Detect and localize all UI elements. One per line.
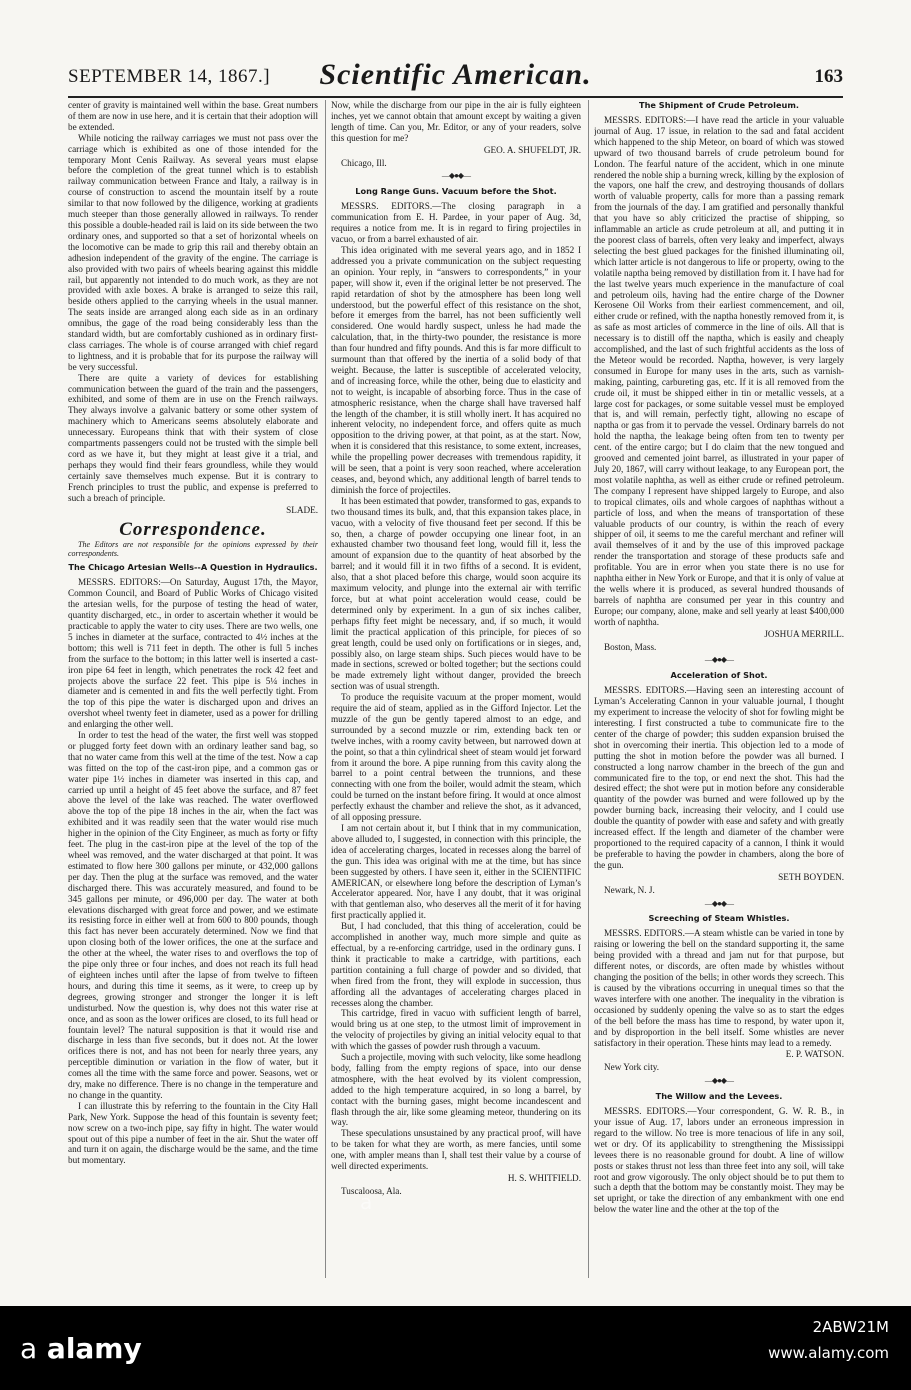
- ornament-divider: —◆●◆—: [704, 1076, 734, 1086]
- article-heading: The Chicago Artesian Wells--A Question in Hydraulics.: [68, 562, 318, 573]
- signature: SETH BOYDEN.: [778, 871, 844, 882]
- signature: H. S. WHITFIELD.: [507, 1173, 581, 1183]
- paragraph: I can illustrate this by referring to the fountain in the City Hall Park, New York. Suppose the head of this fountain is seventy feet; now screw on a two-inch pipe, say fifty in hight. The water would spout out of this pipe a number of feet in the air. Shut the water off and turn it on again, the discharge would be the same, and the time but momentary.: [68, 1100, 318, 1166]
- alamy-logo-text: alamy: [46, 1332, 142, 1365]
- dateline: Boston, Mass.: [604, 641, 657, 652]
- paragraph: MESSRS. EDITORS.—Having seen an interesting account of Lyman’s Accelerating Cannon in your valuable journal, I thought my experiment to increase the velocity of shot for fowling might be interesting. I first constructed a tube to communicate fire to the center of the charge of powder; this sudden expansion bruised the shot in overcoming their inertia. This objection led to a mode of putting the shot in motion before the powder was all burned. I constructed a long narrow chamber in the breech of the gun and communicated fire to the top, or end next the shot. This had the desired effect; the shot were put in motion before any considerable quantity of the powder was burned and were followed up by the powder burning back, increasing their velocity, and I could use double the quantity of powder with ease and safety and with greatly increased effect. If the length and diameter of the chamber were proportioned to the required capacity of a cannon, I think it would be preferable to having the powder in chambers, along the bore of the gun.: [594, 685, 844, 870]
- masthead-title: Scientific American.: [319, 58, 592, 91]
- ornament-divider: —◆●◆—: [704, 898, 734, 908]
- column-1: [68, 100, 318, 1280]
- stock-watermark-bar: [0, 1306, 911, 1390]
- paragraph: In order to test the head of the water, the first well was stopped or plugged forty feet down with an ordinary leather sand bag, so that no water came from this well at the time of the test. Now a cap was fitted on the top of the cast-iron pipe, and a common gas or water pipe 1½ inches in diameter was inserted in this cap, and carried up until a height of 45 feet above the surface, and 87 feet above the level of the lake was reached. The water overflowed above the top of the pipe 18 inches in the air, when the fact was exhibited and it was readily seen that the water would rise much higher in the opinion of the City Engineer, as much as forty or fifty feet. The plug in the cast-iron pipe at the level of the top of the wheel was removed, and the water discharged at that point. It was estimated to flow here 300 gallons per minute, or 432,000 gallons per day. Then the plug at the surface was removed, and the water discharged there. This was accurately measured, and found to be 345 gallons per minute, or 496,000 per day. The water at both elevations discharged with great force and power, and we estimate its resisting force in either well at from 600 to 800 pounds, though this fact has never been accurately determined. Now we find that upon closing both of the lower orifices, the one at the surface and the other at the wheel, the water rises to and overflows the top of the pipe only three or four inches, and does not reach its full head of eighteen inches until after the lapse of from twelve to fifteen hours, and during this time it seems, as it were, to creep up by degrees, growing stronger and stronger the longer it is left undisturbed. Now the question is, why does not this water rise at once, and as soon as the lower orifices are closed, to its full head or fountain level? The natural supposition is that it would rise and discharge in less than five seconds, but it does not. At the lower orifices there is not, and has not been for nearly three years, any perceptible diminution or variation in the flow of water, but it comes all the time with the same force and power. Seasons, wet or dry, make no difference. There is no change in the temperature and no change in the quantity.: [68, 730, 318, 1100]
- page-number: 163: [814, 66, 843, 87]
- paragraph: To produce the requisite vacuum at the proper moment, would require the aid of steam, applied as in the Gifford Injector. Let the muzzle of the gun be gently tapered almost to an edge, and surrounded by a second muzzle or rim, extending back ten or twelve inches, with a roomy cavity between, but narrowed down at the point, so that a thin cylindrical sheet of steam would jet forward from it around the bore. A pipe running from this cavity along the barrel to a point central between the trunnions, and these connecting with one from the boiler, would admit the steam, which could be turned on the instant before firing. It would at once almost perfectly exhaust the chamber and relieve the shot, as it advanced, of all opposing pressure.: [331, 692, 581, 823]
- ornament-divider: —◆●◆—: [704, 655, 734, 665]
- dateline: Newark, N. J.: [604, 884, 655, 895]
- article-heading: Acceleration of Shot.: [670, 670, 768, 681]
- paragraph: There are quite a variety of devices for establishing communication between the guard of the train and the passengers, exhibited, and some of them are in use on the French railways. They always involve a galvanic battery or some other system of machinery which to Americans seems absolutely elaborate and unnecessary. Europeans think that with their system of close compartments passengers could not be trusted with the simple bell cord as we have it, but they might at least give it a trial, and perhaps they would find their fears groundless, while they would certainly save themselves much expense. But it is contrary to French principles to trust the public, and expense is preferred to such a breach of principle.: [68, 372, 318, 503]
- section-title: Correspondence.: [119, 519, 267, 541]
- editors-note: The Editors are not responsible for the opinions expressed by their correspondents.: [68, 540, 318, 559]
- paragraph: Now, while the discharge from our pipe in the air is fully eighteen inches, yet we cannot obtain that amount except by waiting a given length of time. Can you, Mr. Editor, or any of your readers, solve this question for me?: [331, 100, 581, 143]
- article-heading: The Shipment of Crude Petroleum.: [638, 100, 800, 110]
- page-header: [68, 58, 843, 98]
- paragraph: MESSRS. EDITORS.—A steam whistle can be varied in tone by raising or lowering the bell on the standard supporting it, the same being provided with a thread and jam nut for that purpose, but different notes, or discords, are often made by whistles without changing the position of the bells; in other words they screech. This is caused by the vibrations occurring in unequal times so that the waves interfere with one another. The inequality in the vibration is occasioned by suddenly opening the valve so as to start the edges of the bell before the mass has time to respond, by water upon it, and by disproportion in the bell itself. Some whistles are never satisfactory in their operation. These hints may lead to a remedy.: [594, 928, 844, 1048]
- paragraph: This idea originated with me several years ago, and in 1852 I addressed you a private communication on the subject requesting an opinion. Your reply, in “answers to correspondents,” in your paper, will show it, even if the original letter be not preserved. The rapid retardation of shot by the atmosphere has been long well understood, but the powerful effect of this resistance on the shot, before it emerges from the barrel, has not been sufficiently well considered. One would hardly suspect, unless he had made the calculation, that, in the thirty-two pounder, the resistance is more than four hundred and fifty pounds. And this is far more difficult to surmount than that offered by the inertia of a solid body of that weight. Because, the latter is susceptible of accelerated velocity, and of increasing force, while the other, being due to elasticity and not to weight, is incapable of absorbing force. Thus in the case of atmospheric resistance, when the charge shall have traversed half the length of the chamber, it is still wholly inert. It has acquired no inherent velocity, no independent force, and offers quite as much opposition to the driving power, at that point, as at the start. Now, when it is considered that this resistance, to some extent, increases, while the propelling power decreases with tremendous rapidity, it will be seen, that a point is very soon reached, where acceleration ceases, and, beyond which, any additional length of barrel tends to diminish the force of projectiles.: [331, 244, 581, 495]
- header-rule: [68, 96, 843, 98]
- dateline: New York city.: [604, 1062, 660, 1073]
- alamy-logo: [20, 1332, 142, 1365]
- signature: JOSHUA MERRILL.: [764, 628, 844, 639]
- column-divider: [325, 100, 326, 1278]
- paragraph: MESSRS. EDITORS.—Your correspondent, G. W. R. B., in your issue of Aug. 17, labors under an erroneous impression in regard to the willow. No tree is more tenacious of life in any soil, wet or dry. Of its applicability to strengthening the Mississippi levees there is no reasonable ground for doubt. A line of willow posts or stakes thrust not less than three feet into any soil, will take root and grow vigorously. The only object should be to put them to such a depth that the bottom may be constantly moist. They may be set upright, or take the direction of any embankment with one end below the water line and the other at the top of the: [594, 1106, 844, 1215]
- paragraph: MESSRS. EDITORS:—I have read the article in your valuable journal of Aug. 17 issue, in relation to the sad and fatal accident which happened to the ship Meteor, on board of which was stowed upward of two thousand barrels of crude petroleum bound for London. The fearful nature of the accident, which in one minute rendered the noble ship a burning wreck, killing by the explosion of the vapors, one half the crew, and destroying thousands of dollars worth of valuable property, calls for more than a passing remark from the journals of the day. I am gratified and personally thankful that you have so ably criticized the practise of shipping, so inflammable an article as crude petroleum at all, and putting it in the poorest class of barrels, often very leaky and imperfect, always selecting the best glued packages for the finished illuminating oil, which latter article is not dangerous to life or property, owing to the volatile naptha being removed by distillation from it. I have had for the last twelve years much experience in the manufacture of coal and petroleum oils, having had the entire charge of the Downer Kerosene Oil Works from their earliest commencement, and oil, either crude or refined, with the naptha honestly removed from it, is as safe as most articles of commerce in the line of oils. All that is necessary is to distill off the naptha, which is easily and cheaply accomplished, and the last of such frightful accidents as the loss of the Meteor would be recorded. Naptha, however, is very largely consumed in Europe for many uses in the arts, such as varnish-making, painting, carbureting gas, etc. If it is all removed from the crude oil, it must be shipped either in tin or metallic vessels, at a large cost for packages, or some suitable vessel must be employed that is, and will remain, perfectly tight, allowing no escape of naptha or gas from it to pervade the vessel. Ordinary barrels do not hold the naptha, the leakage being often from ten to twenty per cent. of the entire cargo; but I do claim that the new tongued and grooved and cemented joint barrel, as illustrated in your paper of July 20, 1867, will carry without leakage, to any European port, the most volatile naphtha, as well as either crude or refined petroleum. The company I represent have shipped largely to Europe, and also to tropical climates, oils and whole cargoes of naphthas without a particle of loss, and when the means of transportation of these valuable products of our country, is within the reach of every shipper of oil, it seems to me the careful merchant and refiner will avail themselves of it and by the use of this improved package render the transportation and storage of these products safe and profitable. You are in error when you state there is no use for naphtha either in New York or Europe, and that it is only of value at the wells where it is produced, as several hundred thousands of barrels of naphtha are consumed per year in this country and Europe; our company, alone, make and sell yearly at least $400,000 worth of naphtha.: [594, 115, 844, 627]
- image-id: 2ABW21M: [812, 1318, 889, 1336]
- paragraph: MESSRS. EDITORS.—The closing paragraph in a communication from E. H. Pardee, in your paper of Aug. 3d, requires a notice from me. It is in regard to firing projectiles in vacuo, or from a barrel exhausted of air.: [331, 201, 581, 245]
- article-heading: Long Range Guns. Vacuum before the Shot.: [355, 186, 557, 197]
- paragraph: center of gravity is maintained well within the base. Great numbers of them are now in use here, and it is certain that their adoption will be extended.: [68, 100, 318, 132]
- paragraph: These speculations unsustained by any practical proof, will have to be taken for what they are worth, as mere fancies, until some one, with ampler means than I, shall test their value by a course of well directed experiments.: [331, 1128, 581, 1172]
- paragraph: Such a projectile, moving with such velocity, like some headlong body, falling from the empty regions of space, into our dense atmosphere, with the heat evolved by its violent compression, added to the high temperature acquired, in so long a barrel, by contact with the burning gases, might become incandescent and flash through the air, like some gleaming meteor, thundering on its way.: [331, 1052, 581, 1128]
- paragraph: I am not certain about it, but I think that in my communication, above alluded to, I suggested, in connection with this principle, the idea of accelerating charges, located in recesses along the barrel of the gun. This idea was original with me at the time, but has since been suggested by others. I have seen it, either in the SCIENTIFIC AMERICAN, or elsewhere long before the description of Lyman’s Accelerator appeared. Nor, have I any doubt, that it was original with that gentleman also, who deserves all the merit of it for having first practically applied it.: [331, 823, 581, 921]
- article-heading: The Willow and the Levees.: [655, 1091, 783, 1102]
- column-divider: [588, 100, 589, 1278]
- signature: GEO. A. SHUFELDT, JR.: [483, 144, 581, 155]
- paragraph: But, I had concluded, that this thing of acceleration, could be accomplished in another way, much more simple and quite as effectual, by a re-enforcing cartridge, used in the ordinary guns. I think it practicable to make a cartridge, with partitions, each partition containing a full charge of powder and so divided, that when fired from the front, they will explode in succession, thus affording all the advantages of accelerating charges placed in recesses along the chamber.: [331, 921, 581, 1008]
- column-2: [331, 100, 581, 1280]
- signature: E. P. WATSON.: [785, 1049, 844, 1060]
- paragraph: It has been estimated that powder, transformed to gas, expands to two thousand times its bulk, and, that this expansion takes place, in vacuo, with a velocity of five thousand feet per second. If this be so, then, a charge of powder occupying one linear foot, in an exhausted chamber two thousand feet long, would fill it, less the amount of expansion due to the quantity of heat absorbed by the barrel; and it would fill it in two fifths of a second. It is evident, also, that a shot placed before this charge, would soon acquire its maximum velocity, and plunge into the external air with terrific force, but at what point acceleration would cease, could be determined only by experiment. In a gun of six inches caliber, perhaps fifty feet might be necessary, and, if so much, it would limit the practical application of this principle, for pieces of so great length, could be used only on fortifications or in sieges, and, possibly also, on large steam ships. Such pieces would have to be made in sections, screwed or bolted together; but the sections could be made extremely light without danger, provided the breech section was of usual strength.: [331, 495, 581, 692]
- dateline: Tuscaloosa, Ala.: [341, 1185, 402, 1196]
- issue-date: SEPTEMBER 14, 1867.]: [68, 66, 271, 87]
- paragraph: While noticing the railway carriages we must not pass over the carriage which is exhibited as one of those intended for the temporary Mont Cenis Railway. As several years must elapse before the completion of the great tunnel which is to establish railway communication between France and Italy, a railway is in course of construction to ascend the mountain itself by a route similar to that now followed by the diligence, working at gradients much steeper than those generally allowed in railways. To render this possible a double-headed rail is laid on its side between the two ordinary ones, and supported so that a set of horizontal wheels on the locomotive can be made to grip this rail and thereby obtain an adhesion independent of the gravity of the engine. The carriage is also provided with two pairs of wheels bearing against this middle rail, but apparently not intended to do much work, as they are not provided with axle boxes. A brake is arranged to seize this rail, beside others applied to the carrying wheels in the usual manner. The seats inside are arranged along each side as in an ordinary omnibus, the gage of the road being considerably less than the standard width, but are comfortably cushioned as in ordinary first-class carriages. The whole is of course arranged with chief regard to lightness, and it is probable that for its purpose the railway will be very successful.: [68, 132, 318, 372]
- column-3: [594, 100, 844, 1280]
- signature: SLADE.: [286, 504, 318, 515]
- paragraph: This cartridge, fired in vacuo with sufficient length of barrel, would bring us at one step, to the utmost limit of improvement in the velocity of projectiles by giving an initial velocity equal to that with which the gasses of powder rush through a vacuum.: [331, 1008, 581, 1052]
- watermark-overlay-mark: a: [360, 1190, 373, 1214]
- watermark-url[interactable]: www.alamy.com: [768, 1344, 889, 1362]
- paragraph: MESSRS. EDITORS:—On Saturday, August 17th, the Mayor, Common Council, and Board of Public Works of Chicago visited the artesian wells, for the purpose of testing the head of water, quantity discharged, etc., in order to ascertain whether it would be practicable to apply the water to city uses. There are two wells, one 5 inches in diameter at the surface, contracted to 4½ inches at the bottom; this well is 711 feet in depth. The other is full 5 inches from the surface to the bottom; in this latter well is inserted a cast-iron pipe 64 feet in length, which penetrates the rock 42 feet and projects above the surface 22 feet. This pipe is 5¼ inches in diameter and is cemented in and fits the well perfectly tight. From the top of this pipe the water is discharged upon and drives an overshot wheel twenty feet in diameter, used as a power for drilling and enlarging the other well.: [68, 577, 318, 730]
- alamy-logo-mark: a: [20, 1332, 38, 1365]
- ornament-divider: —◆●◆—: [441, 171, 471, 181]
- article-heading: Screeching of Steam Whistles.: [648, 913, 790, 924]
- dateline: Chicago, Ill.: [341, 157, 387, 168]
